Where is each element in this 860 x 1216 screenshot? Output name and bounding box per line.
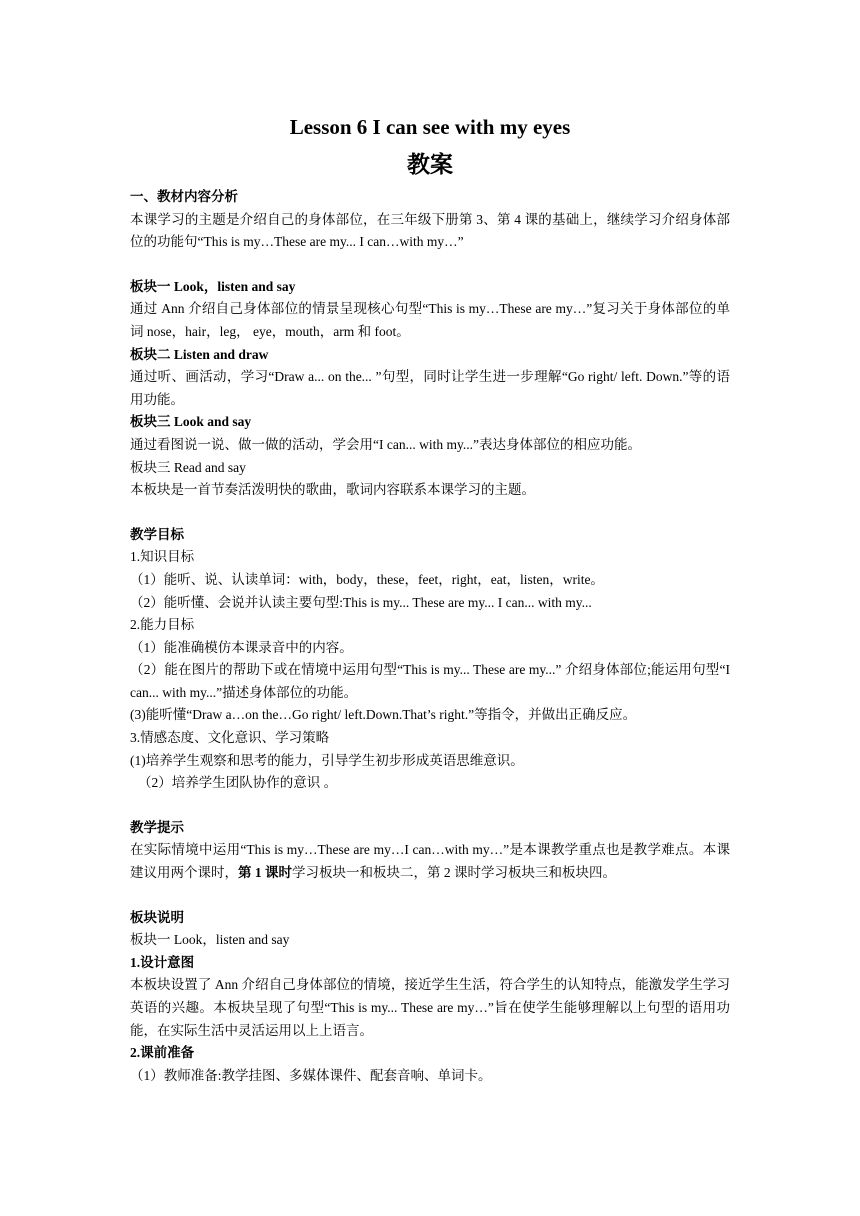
spacer (130, 885, 730, 907)
section-heading-objectives: 教学目标 (130, 526, 184, 542)
block2-text: 通过听、画活动，学习“Draw a... on the... ”句型，同时让学生进一步理解“Go right/ left. Down.”等的语用功能。 (130, 369, 730, 407)
spacer (130, 502, 730, 524)
section-heading-content-analysis: 一、教材内容分析 (130, 189, 238, 204)
ability-objectives-heading: 2.能力目标 (130, 617, 195, 633)
knowledge-objective-2: （2）能听懂、会说并认读主要句型:This is my... These are my... I can... with my... (130, 594, 592, 610)
affective-objective-1: (1)培养学生观察和思考的能力，引导学生初步形成英语思维意识。 (130, 752, 524, 768)
block1-text: 通过 Ann 介绍自己身体部位的情景呈现核心句型“This is my…These are my…”复习关于身体部位的单词 nose，hair，leg， eye，mouth，arm 和 foot。 (130, 301, 730, 339)
block3-text: 通过看图说一说、做一做的活动，学会用“I can... with my...”表达身体部位的相应功能。 (130, 436, 641, 452)
lesson-title: Lesson 6 I can see with my eyes (289, 115, 571, 139)
block3-heading: 板块三 Look and say (130, 414, 252, 430)
teaching-tips-text-a: 在实际情境中运用“This is my…These are my…I can…with my…”是本课教学重点也是教学难点。本课建议用两个课时， (130, 842, 730, 881)
affective-objective-2: （2）培养学生团队协作的意识 。 (138, 775, 338, 791)
document-body (130, 112, 730, 1087)
design-intent-text: 本板块设置了 Ann 介绍自己身体部位的情境，接近学生生活，符合学生的认知特点，能激发学生学习英语的兴趣。本板块呈现了句型“This is my... These are my…”旨在使学生能够理解以上句型的语用功能，在实际生活中灵活运用以上上语言。 (130, 977, 730, 1038)
preparation-heading: 2.课前准备 (130, 1045, 195, 1061)
content-analysis-intro: 本课学习的主题是介绍自己的身体部位，在三年级下册第 3、第 4 课的基础上，继续学习介绍身体部位的功能句“This is my…These are my... I can…with my…” (130, 211, 730, 250)
knowledge-objective-1: （1）能听、说、认读单词：with，body，these，feet，right，eat，listen，write。 (130, 571, 604, 587)
teaching-tips-bold: 第 1 课时 (238, 865, 292, 881)
ability-objective-1: （1）能准确模仿本课录音中的内容。 (130, 639, 353, 655)
spacer (130, 795, 730, 817)
block2-heading: 板块二 Listen and draw (130, 346, 269, 362)
block4-text: 本板块是一首节奏活泼明快的歌曲，歌词内容联系本课学习的主题。 (130, 482, 535, 498)
teaching-tips-text (130, 839, 730, 884)
lesson-subtitle: 教案 (407, 152, 453, 177)
ability-objective-3: (3)能听懂“Draw a…on the…Go right/ left.Down.That’s right.”等指令，并做出正确反应。 (130, 707, 637, 723)
design-intent-heading: 1.设计意图 (130, 954, 195, 970)
section-heading-block-notes: 板块说明 (130, 909, 184, 925)
spacer (130, 254, 730, 276)
ability-objective-2: （2）能在图片的帮助下或在情境中运用句型“This is my... These are my...” 介绍身体部位;能运用句型“I can... with my...”描述身体部位的功能。 (130, 662, 730, 700)
knowledge-objectives-heading: 1.知识目标 (130, 549, 195, 565)
block-notes-block: 板块一 Look，listen and say (130, 932, 290, 948)
section-heading-teaching-tips: 教学提示 (130, 819, 184, 835)
block1-heading: 板块一 Look，listen and say (130, 278, 296, 294)
affective-objectives-heading: 3.情感态度、文化意识、学习策略 (130, 730, 330, 746)
preparation-item-1: （1）教师准备:教学挂图、多媒体课件、配套音响、单词卡。 (130, 1067, 492, 1083)
block4-heading: 板块三 Read and say (130, 459, 246, 475)
teaching-tips-text-b: 学习板块一和板块二，第 2 课时学习板块三和板块四。 (292, 865, 616, 881)
